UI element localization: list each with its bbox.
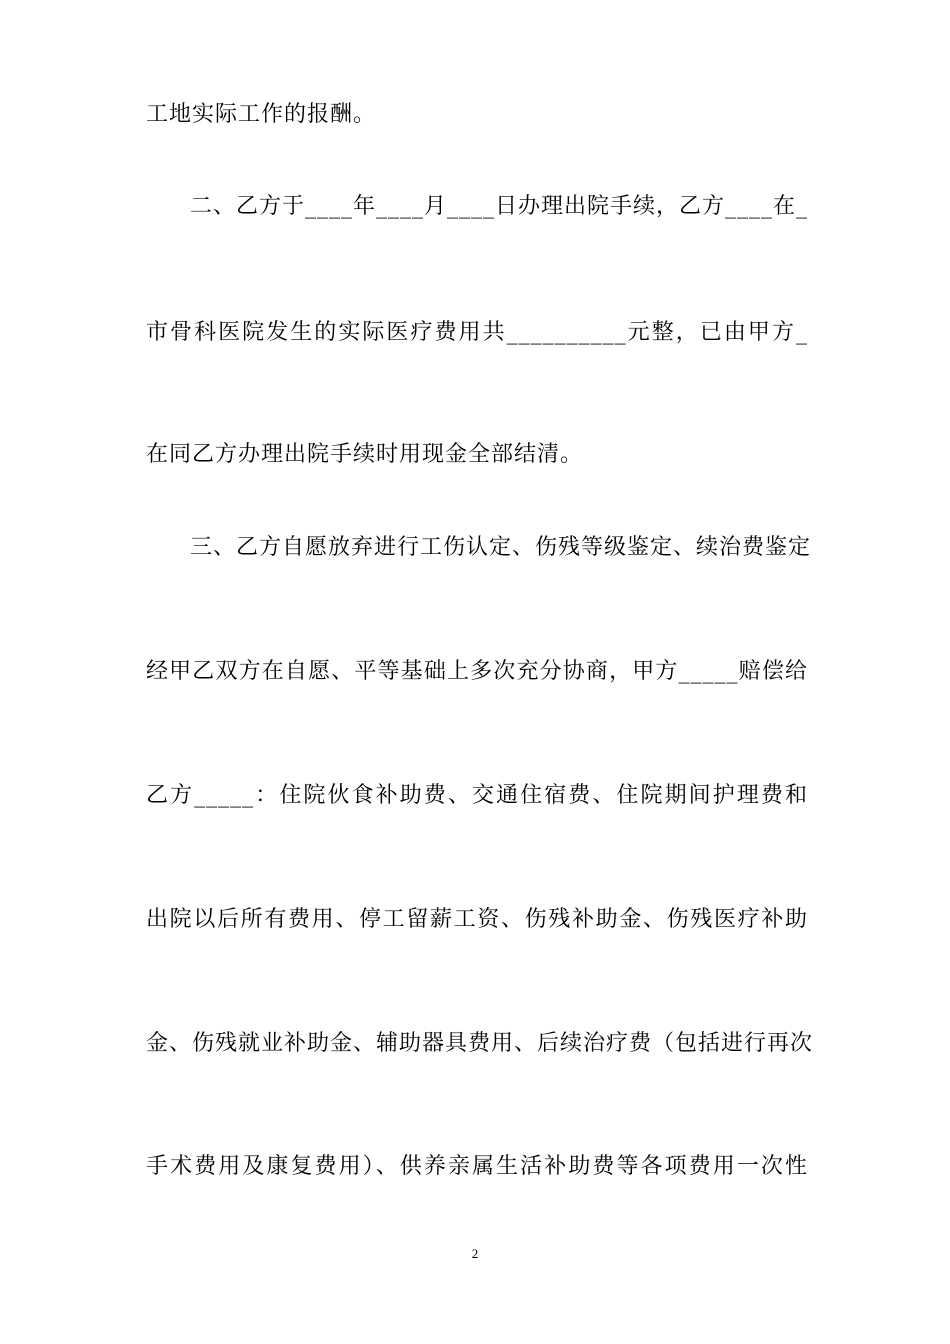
text-line-4: 在同乙方办理出院手续时用现金全部结清。 <box>146 442 584 467</box>
text-line-6: 经甲乙双方在自愿、平等基础上多次充分协商，甲方_____赔偿给 <box>146 659 808 684</box>
text-line-9: 金、伤残就业补助金、辅助器具费用、后续治疗费（包括进行再次 <box>146 1031 814 1056</box>
text-line-2: 二、乙方于____年____月____日办理出院手续，乙方____在_ <box>190 194 809 219</box>
text-line-3: 市骨科医院发生的实际医疗费用共__________元整，已由甲方_ <box>146 320 808 345</box>
text-line-8: 出院以后所有费用、停工留薪工资、伤残补助金、伤残医疗补助 <box>146 907 808 932</box>
text-line-5: 三、乙方自愿放弃进行工伤认定、伤残等级鉴定、续治费鉴定 <box>190 535 812 560</box>
text-line-10: 手术费用及康复费用）、供养亲属生活补助费等各项费用一次性 <box>146 1154 808 1179</box>
page-number: 2 <box>471 1246 479 1261</box>
text-line-7: 乙方_____：住院伙食补助费、交通住宿费、住院期间护理费和 <box>146 783 808 808</box>
text-line-1: 工地实际工作的报酬。 <box>146 102 377 127</box>
